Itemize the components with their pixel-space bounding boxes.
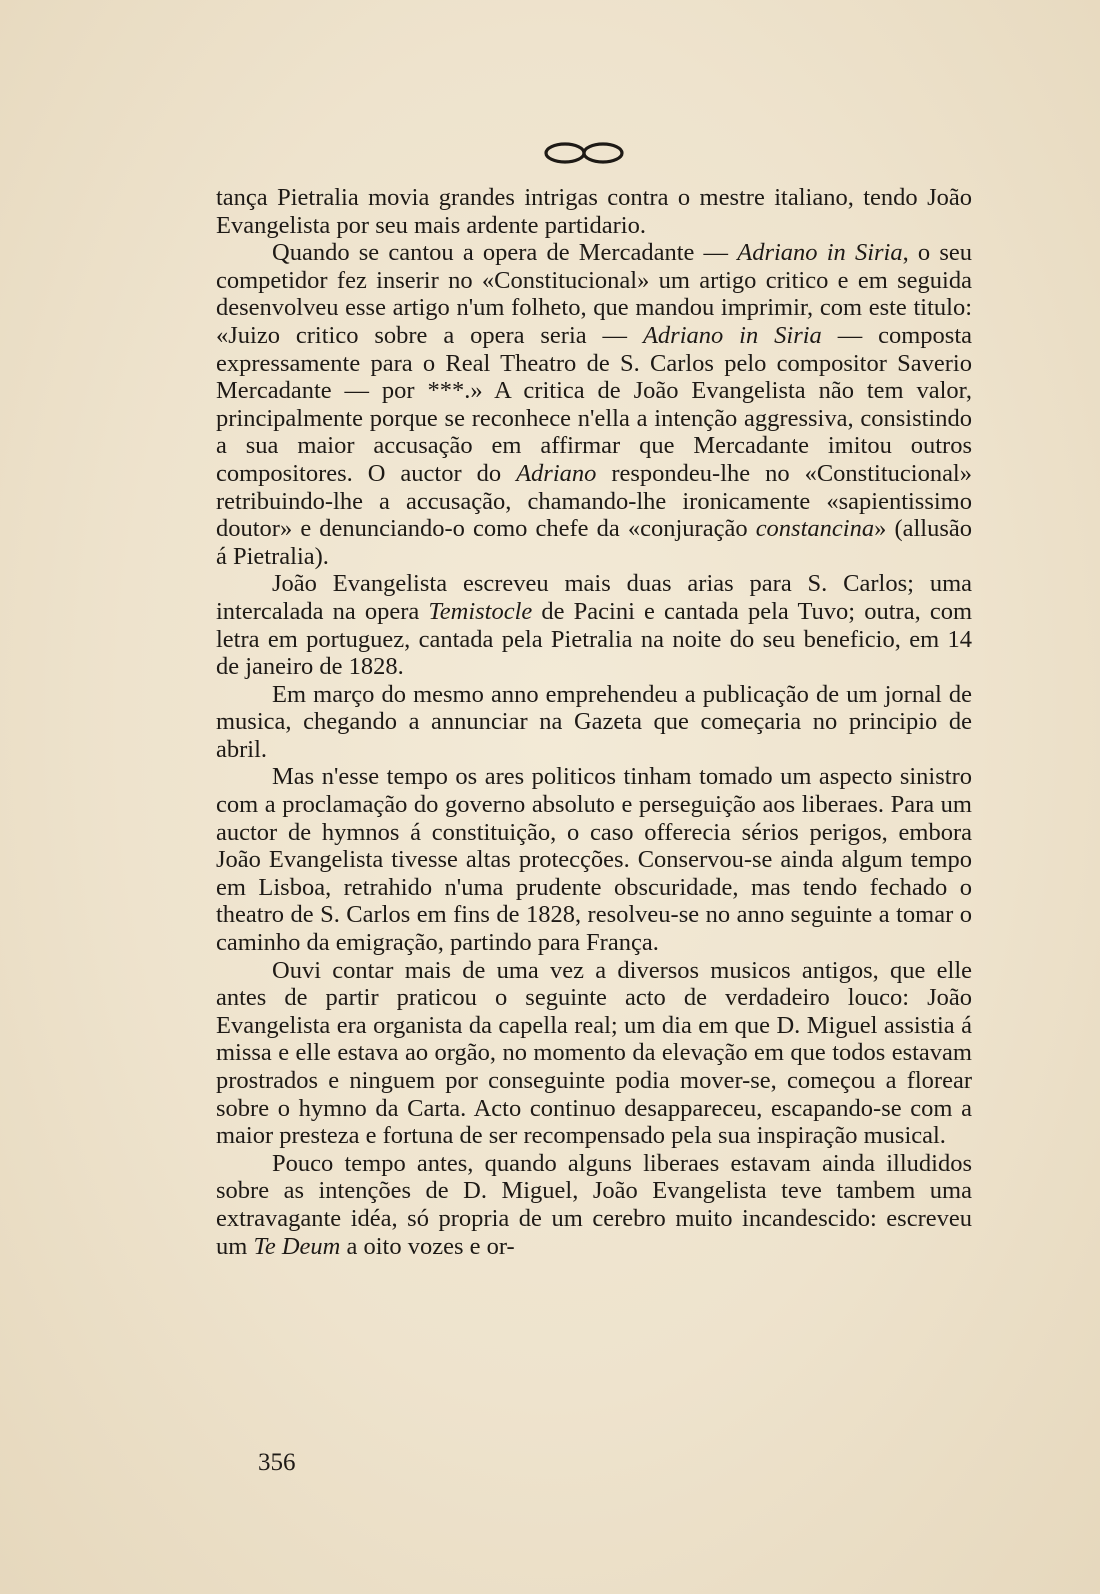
italic-text-run: constancina [755,515,875,543]
paragraph [216,1150,972,1260]
italic-text-run: Adriano in Siria [642,321,822,349]
text-run: Ouvi contar mais de uma vez a diversos musicos antigos, que elle antes de partir praticou o seguinte acto de verdadeiro louco: João Evangelista era organista da capella real; um dia em que D. Miguel assistia á missa e elle estava ao orgão, no momento da elevação em que todos estavam prostrados e ninguem por conseguinte podia mover-se, começou a florear sobre o hymno da Carta. Acto continuo desappareceu, escapando-se com a maior presteza e fortuna de ser recompensado pela sua inspiração musical. [216,956,972,1150]
text-run: de Pacini e cantada pela Tuvo; outra, com letra em portuguez, cantada pela Pietralia na noite do seu beneficio, em 14 de janeiro de 1828. [216,597,973,681]
italic-text-run: Adriano [516,459,597,487]
paragraph [216,184,972,239]
paragraph [216,681,972,764]
italic-text-run: Adriano in Siria [737,239,903,267]
text-run: tança Pietralia movia grandes intrigas contra o mestre italiano, tendo João Evangelista por seu mais ardente partidario. [216,184,972,239]
italic-text-run: Temistocle [428,597,533,625]
page-number: 356 [258,1449,296,1476]
body-text [216,184,972,1260]
paragraph [216,763,972,956]
italic-text-run: Te Deum [253,1232,341,1260]
text-run: a oito vozes e or- [340,1232,515,1260]
text-run: Pouco tempo antes, quando alguns liberaes estavam ainda illudidos sobre as intenções de D. Miguel, João Evangelista teve tambem uma extravagante idéa, só propria de um cerebro muito incandescido: escreveu um [216,1149,972,1260]
paragraph [216,570,972,680]
text-run: Mas n'esse tempo os ares politicos tinham tomado um aspecto sinistro com a proclamação do governo absoluto e perseguição aos liberaes. Para um auctor de hymnos á constituição, o caso offerecia sérios perigos, embora João Evangelista tivesse altas protecções. Conservou-se ainda algum tempo em Lisboa, retrahido n'uma prudente obscuridade, mas tendo fechado o theatro de S. Carlos em fins de 1828, resolveu-se no anno seguinte a tomar o caminho da emigração, partindo para França. [216,763,972,957]
text-run: Quando se cantou a opera de Mercadante — [272,239,738,267]
paragraph [216,957,972,1150]
text-run: — composta expressamente para o Real Theatro de S. Carlos pelo compositor Saverio Mercadante — por ***.» A critica de João Evangelista não tem valor, principalmente porque se reconhece n'ella a intenção aggressiva, consistindo a sua maior accusação em affirmar que Mercadante imitou outros compositores. O auctor do [216,321,972,487]
text-run: Em março do mesmo anno emprehendeu a publicação de um jornal de musica, chegando a annunciar na Gazeta que começaria no principio de abril. [216,680,972,763]
text-run: , o seu competidor fez inserir no «Constitucional» um artigo critico e em seguida desenvolveu esse artigo n'um folheto, que mandou imprimir, com este titulo: «Juizo critico sobre a opera seria — [216,239,972,349]
paragraph [216,239,972,570]
text-run: João Evangelista escreveu mais duas arias para S. Carlos; uma intercalada na opera [216,570,972,625]
text-run: » (allusão á Pietralia). [216,515,972,570]
text-run: respondeu-lhe no «Constitucional» retribuindo-lhe a accusação, chamando-lhe ironicamente «sapientissimo doutor» e denunciando-o como chefe da «conjuração [216,459,972,543]
double-loop-ornament-icon [540,138,630,168]
